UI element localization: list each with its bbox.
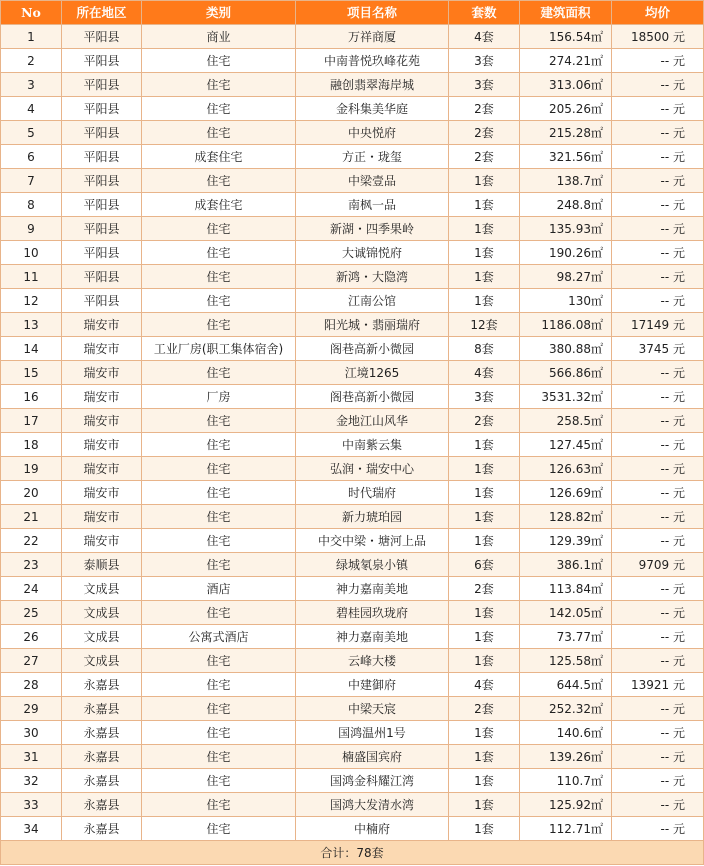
cell-units: 1套 [449,265,520,289]
cell-category: 住宅 [142,217,296,241]
cell-region: 文成县 [62,601,142,625]
table-row [1,769,704,793]
table-row [1,505,704,529]
cell-units: 1套 [449,457,520,481]
cell-price: 13921 元 [612,673,704,697]
cell-no: 28 [1,673,62,697]
cell-units: 1套 [449,625,520,649]
cell-no: 21 [1,505,62,529]
cell-units: 1套 [449,217,520,241]
cell-price: -- 元 [612,529,704,553]
cell-project: 金科集美华庭 [296,97,449,121]
header-row [1,1,704,25]
cell-region: 泰顺县 [62,553,142,577]
cell-area: 126.63㎡ [520,457,612,481]
cell-project: 阁巷高新小微园 [296,337,449,361]
cell-category: 成套住宅 [142,193,296,217]
cell-units: 2套 [449,97,520,121]
cell-price: 9709 元 [612,553,704,577]
cell-price: -- 元 [612,169,704,193]
cell-region: 平阳县 [62,169,142,193]
cell-price: -- 元 [612,217,704,241]
table-row [1,649,704,673]
cell-project: 神力嘉南美地 [296,577,449,601]
cell-units: 1套 [449,721,520,745]
cell-project: 新力琥珀园 [296,505,449,529]
cell-category: 住宅 [142,289,296,313]
table-row [1,793,704,817]
cell-no: 17 [1,409,62,433]
cell-no: 16 [1,385,62,409]
cell-units: 2套 [449,577,520,601]
cell-category: 住宅 [142,313,296,337]
cell-price: -- 元 [612,721,704,745]
cell-category: 住宅 [142,241,296,265]
cell-region: 平阳县 [62,121,142,145]
cell-units: 1套 [449,529,520,553]
cell-region: 瑞安市 [62,529,142,553]
cell-project: 弘润・瑞安中心 [296,457,449,481]
cell-price: 18500 元 [612,25,704,49]
cell-no: 10 [1,241,62,265]
cell-project: 万祥商厦 [296,25,449,49]
cell-units: 8套 [449,337,520,361]
cell-area: 126.69㎡ [520,481,612,505]
cell-category: 住宅 [142,457,296,481]
cell-region: 瑞安市 [62,409,142,433]
cell-category: 住宅 [142,697,296,721]
cell-units: 1套 [449,481,520,505]
cell-region: 永嘉县 [62,817,142,841]
cell-area: 130㎡ [520,289,612,313]
cell-area: 205.26㎡ [520,97,612,121]
table-row [1,385,704,409]
cell-project: 融创翡翠海岸城 [296,73,449,97]
cell-region: 平阳县 [62,193,142,217]
table-row [1,49,704,73]
cell-area: 258.5㎡ [520,409,612,433]
cell-units: 1套 [449,793,520,817]
table-row [1,25,704,49]
cell-project: 金地江山风华 [296,409,449,433]
cell-units: 1套 [449,505,520,529]
cell-project: 时代瑞府 [296,481,449,505]
cell-no: 30 [1,721,62,745]
cell-price: -- 元 [612,193,704,217]
cell-region: 瑞安市 [62,457,142,481]
cell-area: 129.39㎡ [520,529,612,553]
cell-units: 3套 [449,73,520,97]
table-row [1,481,704,505]
cell-no: 2 [1,49,62,73]
cell-area: 190.26㎡ [520,241,612,265]
cell-category: 住宅 [142,769,296,793]
cell-category: 酒店 [142,577,296,601]
cell-no: 29 [1,697,62,721]
table-row [1,169,704,193]
cell-units: 1套 [449,169,520,193]
cell-category: 住宅 [142,49,296,73]
cell-units: 1套 [449,433,520,457]
table-row [1,697,704,721]
cell-area: 113.84㎡ [520,577,612,601]
cell-category: 住宅 [142,97,296,121]
cell-price: 3745 元 [612,337,704,361]
cell-area: 127.45㎡ [520,433,612,457]
cell-region: 平阳县 [62,289,142,313]
table-row [1,529,704,553]
cell-price: -- 元 [612,481,704,505]
cell-no: 25 [1,601,62,625]
cell-units: 2套 [449,697,520,721]
cell-region: 平阳县 [62,217,142,241]
cell-no: 9 [1,217,62,241]
cell-project: 中南紫云集 [296,433,449,457]
cell-no: 15 [1,361,62,385]
cell-category: 住宅 [142,409,296,433]
cell-project: 中央悦府 [296,121,449,145]
table-row [1,289,704,313]
table-row [1,745,704,769]
cell-price: -- 元 [612,577,704,601]
table-body [1,25,704,841]
cell-no: 1 [1,25,62,49]
cell-area: 135.93㎡ [520,217,612,241]
cell-units: 4套 [449,25,520,49]
cell-units: 3套 [449,49,520,73]
cell-price: -- 元 [612,649,704,673]
cell-project: 中梁壹品 [296,169,449,193]
cell-region: 永嘉县 [62,769,142,793]
cell-area: 140.6㎡ [520,721,612,745]
cell-units: 1套 [449,817,520,841]
cell-units: 4套 [449,673,520,697]
cell-category: 住宅 [142,529,296,553]
cell-no: 19 [1,457,62,481]
cell-units: 1套 [449,289,520,313]
cell-project: 南枫一品 [296,193,449,217]
table-row [1,553,704,577]
cell-area: 248.8㎡ [520,193,612,217]
cell-price: -- 元 [612,601,704,625]
cell-region: 瑞安市 [62,481,142,505]
header-category: 类别 [142,1,296,25]
cell-price: -- 元 [612,409,704,433]
cell-project: 中南普悦玖峰花苑 [296,49,449,73]
table-row [1,409,704,433]
cell-region: 平阳县 [62,73,142,97]
cell-price: -- 元 [612,745,704,769]
cell-region: 瑞安市 [62,433,142,457]
cell-region: 瑞安市 [62,505,142,529]
cell-units: 1套 [449,193,520,217]
cell-project: 楠盛国宾府 [296,745,449,769]
header-region: 所在地区 [62,1,142,25]
cell-category: 住宅 [142,481,296,505]
cell-price: -- 元 [612,289,704,313]
footer-row [1,841,704,865]
cell-no: 14 [1,337,62,361]
table-row [1,313,704,337]
cell-price: -- 元 [612,817,704,841]
cell-region: 文成县 [62,577,142,601]
cell-units: 1套 [449,769,520,793]
cell-category: 住宅 [142,745,296,769]
cell-units: 1套 [449,649,520,673]
table-row [1,817,704,841]
cell-category: 住宅 [142,553,296,577]
cell-project: 国鸿金科耀江湾 [296,769,449,793]
cell-region: 文成县 [62,625,142,649]
cell-units: 2套 [449,121,520,145]
cell-price: -- 元 [612,697,704,721]
cell-project: 江南公馆 [296,289,449,313]
table-row [1,625,704,649]
cell-category: 住宅 [142,721,296,745]
cell-category: 住宅 [142,601,296,625]
cell-area: 3531.32㎡ [520,385,612,409]
cell-area: 139.26㎡ [520,745,612,769]
cell-area: 138.7㎡ [520,169,612,193]
cell-project: 国鸿大发清水湾 [296,793,449,817]
cell-category: 公寓式酒店 [142,625,296,649]
header-project: 项目名称 [296,1,449,25]
cell-no: 12 [1,289,62,313]
cell-region: 永嘉县 [62,745,142,769]
header-no: No [1,1,62,25]
cell-units: 1套 [449,745,520,769]
cell-region: 永嘉县 [62,793,142,817]
cell-region: 瑞安市 [62,361,142,385]
cell-project: 中交中梁・塘河上品 [296,529,449,553]
table-row [1,265,704,289]
cell-units: 2套 [449,409,520,433]
cell-price: -- 元 [612,793,704,817]
cell-region: 瑞安市 [62,313,142,337]
cell-area: 142.05㎡ [520,601,612,625]
cell-price: -- 元 [612,457,704,481]
cell-no: 5 [1,121,62,145]
cell-area: 125.92㎡ [520,793,612,817]
cell-units: 1套 [449,601,520,625]
cell-no: 13 [1,313,62,337]
cell-price: -- 元 [612,433,704,457]
cell-area: 321.56㎡ [520,145,612,169]
cell-price: -- 元 [612,241,704,265]
cell-no: 34 [1,817,62,841]
cell-project: 方正・珑玺 [296,145,449,169]
cell-area: 156.54㎡ [520,25,612,49]
cell-area: 73.77㎡ [520,625,612,649]
cell-category: 住宅 [142,817,296,841]
cell-no: 8 [1,193,62,217]
cell-no: 3 [1,73,62,97]
cell-project: 大诚锦悦府 [296,241,449,265]
cell-no: 26 [1,625,62,649]
cell-category: 住宅 [142,505,296,529]
cell-area: 110.7㎡ [520,769,612,793]
cell-area: 128.82㎡ [520,505,612,529]
cell-price: -- 元 [612,505,704,529]
cell-area: 386.1㎡ [520,553,612,577]
table-row [1,145,704,169]
cell-price: -- 元 [612,97,704,121]
cell-no: 33 [1,793,62,817]
total-cell: 合计：78套 [1,841,704,865]
table-row [1,361,704,385]
cell-project: 阳光城・翡丽瑞府 [296,313,449,337]
cell-project: 新鸿・大隐湾 [296,265,449,289]
cell-units: 2套 [449,145,520,169]
cell-area: 215.28㎡ [520,121,612,145]
cell-price: -- 元 [612,625,704,649]
cell-area: 313.06㎡ [520,73,612,97]
table-row [1,433,704,457]
cell-project: 中梁天宸 [296,697,449,721]
cell-no: 4 [1,97,62,121]
cell-category: 住宅 [142,169,296,193]
cell-no: 32 [1,769,62,793]
cell-project: 江境1265 [296,361,449,385]
cell-no: 6 [1,145,62,169]
cell-project: 绿城氡泉小镇 [296,553,449,577]
header-area: 建筑面积 [520,1,612,25]
cell-category: 住宅 [142,649,296,673]
cell-region: 瑞安市 [62,337,142,361]
cell-project: 中建御府 [296,673,449,697]
cell-units: 1套 [449,241,520,265]
cell-project: 国鸿温州1号 [296,721,449,745]
cell-category: 住宅 [142,121,296,145]
cell-category: 住宅 [142,73,296,97]
cell-project: 阁巷高新小微园 [296,385,449,409]
cell-price: -- 元 [612,265,704,289]
cell-region: 平阳县 [62,49,142,73]
table-row [1,97,704,121]
cell-price: -- 元 [612,73,704,97]
cell-no: 7 [1,169,62,193]
cell-region: 永嘉县 [62,697,142,721]
table-row [1,337,704,361]
table-row [1,601,704,625]
cell-category: 住宅 [142,361,296,385]
cell-region: 瑞安市 [62,385,142,409]
cell-area: 125.58㎡ [520,649,612,673]
cell-units: 12套 [449,313,520,337]
cell-region: 平阳县 [62,97,142,121]
cell-project: 云峰大楼 [296,649,449,673]
cell-units: 4套 [449,361,520,385]
table-row [1,217,704,241]
cell-price: -- 元 [612,769,704,793]
cell-project: 中楠府 [296,817,449,841]
cell-area: 274.21㎡ [520,49,612,73]
cell-price: -- 元 [612,121,704,145]
cell-price: 17149 元 [612,313,704,337]
cell-no: 22 [1,529,62,553]
cell-no: 27 [1,649,62,673]
header-price: 均价 [612,1,704,25]
cell-region: 文成县 [62,649,142,673]
cell-no: 31 [1,745,62,769]
table-row [1,193,704,217]
table-row [1,721,704,745]
cell-category: 厂房 [142,385,296,409]
cell-category: 工业厂房(职工集体宿舍) [142,337,296,361]
cell-area: 380.88㎡ [520,337,612,361]
cell-category: 住宅 [142,433,296,457]
cell-region: 平阳县 [62,265,142,289]
table-row [1,457,704,481]
cell-category: 住宅 [142,265,296,289]
cell-region: 永嘉县 [62,673,142,697]
cell-no: 24 [1,577,62,601]
cell-category: 住宅 [142,793,296,817]
cell-price: -- 元 [612,145,704,169]
cell-region: 平阳县 [62,25,142,49]
cell-price: -- 元 [612,385,704,409]
cell-area: 112.71㎡ [520,817,612,841]
cell-region: 平阳县 [62,145,142,169]
cell-project: 神力嘉南美地 [296,625,449,649]
cell-area: 1186.08㎡ [520,313,612,337]
cell-no: 23 [1,553,62,577]
cell-units: 6套 [449,553,520,577]
cell-units: 3套 [449,385,520,409]
cell-price: -- 元 [612,361,704,385]
cell-no: 18 [1,433,62,457]
cell-project: 碧桂园玖珑府 [296,601,449,625]
table-row [1,241,704,265]
cell-area: 566.86㎡ [520,361,612,385]
cell-category: 成套住宅 [142,145,296,169]
cell-project: 新湖・四季果岭 [296,217,449,241]
cell-no: 20 [1,481,62,505]
cell-area: 98.27㎡ [520,265,612,289]
table-row [1,673,704,697]
cell-area: 644.5㎡ [520,673,612,697]
header-units: 套数 [449,1,520,25]
cell-region: 平阳县 [62,241,142,265]
cell-no: 11 [1,265,62,289]
table-row [1,577,704,601]
cell-region: 永嘉县 [62,721,142,745]
cell-area: 252.32㎡ [520,697,612,721]
table-row [1,121,704,145]
cell-price: -- 元 [612,49,704,73]
table-row [1,73,704,97]
cell-category: 商业 [142,25,296,49]
cell-category: 住宅 [142,673,296,697]
